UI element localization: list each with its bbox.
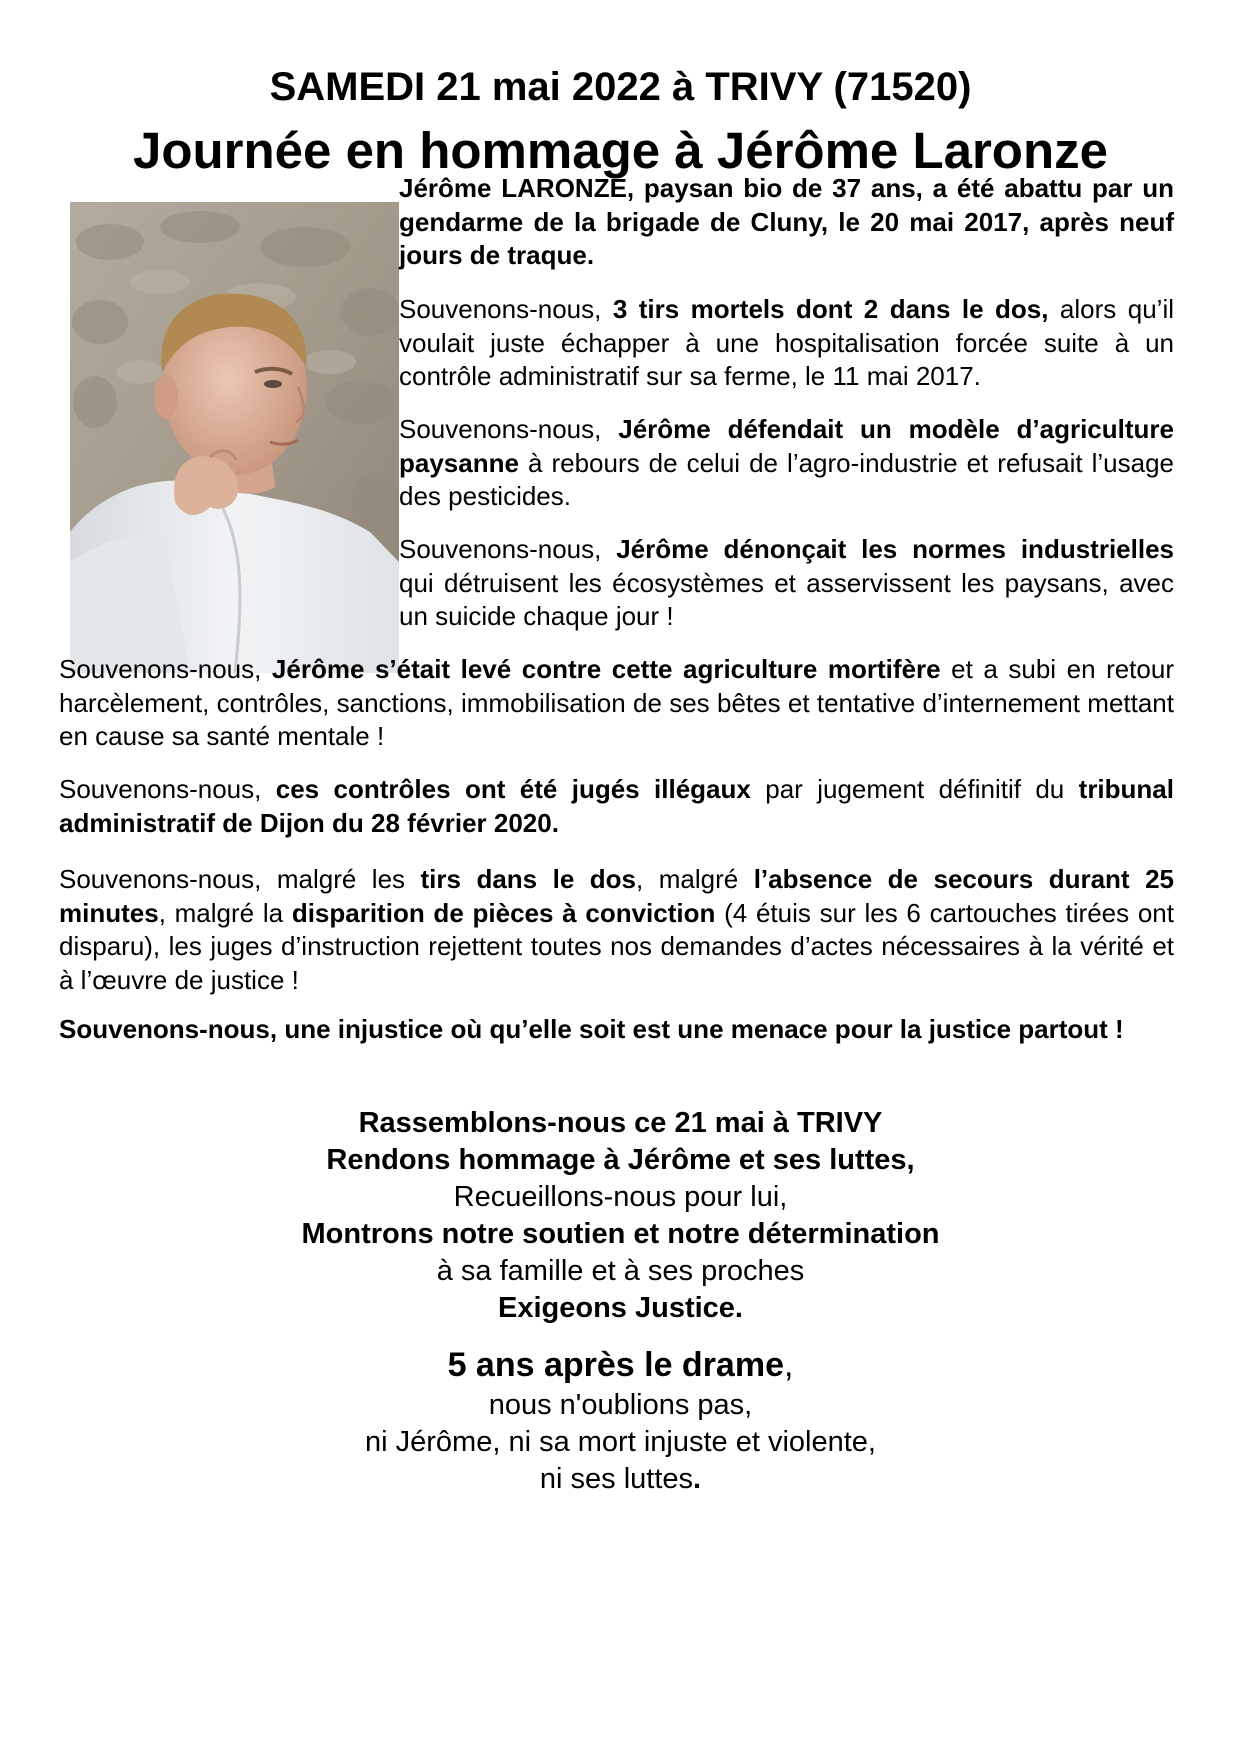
intro-paragraph [399, 172, 1174, 273]
emphasis-text: 5 ans après le drame [447, 1346, 784, 1384]
closing-line [0, 1461, 1241, 1498]
paragraph-justice [59, 863, 1174, 997]
closing-text: ni ses luttes [539, 1463, 694, 1495]
emphasis-text: tirs dans le dos [420, 864, 637, 894]
closing-line [0, 1343, 1241, 1387]
cta-line: Rassemblons-nous ce 21 mai à TRIVY [358, 1107, 883, 1139]
page-title: Journée en hommage à Jérôme Laronze [133, 122, 1108, 179]
cta-line: Montrons notre soutien et notre détermination [301, 1218, 940, 1250]
emphasis-text: Jérôme s’était levé contre cette agriculture mortifère [271, 654, 941, 684]
paragraph-mortifere [59, 653, 1174, 754]
closing-punct: . [693, 1463, 702, 1495]
body-text: par jugement définitif du [750, 774, 1079, 804]
emphasis-text: ces contrôles ont été jugés illégaux [275, 774, 751, 804]
portrait-photo [70, 202, 399, 673]
closing-line: nous n'oublions pas, [488, 1389, 753, 1421]
emphasis-text: 3 tirs mortels dont 2 dans le dos, [612, 294, 1049, 324]
lead-text: Souvenons-nous, [59, 654, 272, 684]
lead-text: Souvenons-nous, [59, 774, 276, 804]
emphasis-text: l’absence de secours durant 25 minutes [59, 864, 1174, 928]
emphasis-text: Jérôme défendait un modèle d’agriculture paysanne [399, 414, 1174, 478]
body-text: , malgré [636, 864, 754, 894]
lead-text: Souvenons-nous, [399, 534, 617, 564]
paragraph-controles [59, 773, 1174, 840]
cta-line: Recueillons-nous pour lui, [453, 1181, 788, 1213]
portrait-photo-icon [70, 202, 399, 673]
body-text: qui détruisent les écosystèmes et asservissent les paysans, avec un suicide chaque jour ! [399, 567, 1174, 631]
paragraph-agriculture [399, 413, 1174, 514]
cta-line: Rendons hommage à Jérôme et ses luttes, [326, 1144, 915, 1176]
closing-block [0, 1343, 1241, 1498]
event-date-line: SAMEDI 21 mai 2022 à TRIVY (71520) [269, 65, 972, 109]
body-text: , malgré la [158, 897, 292, 928]
emphasis-text: Souvenons-nous, une injustice où qu’elle soit est une menace pour la justice partout ! [59, 1014, 1124, 1044]
paragraph-normes [399, 533, 1174, 634]
paragraph-injustice [59, 1013, 1174, 1047]
lead-text: Souvenons-nous, [399, 294, 613, 324]
cta-line: Exigeons Justice. [498, 1292, 743, 1324]
paragraph-tirs [399, 293, 1174, 394]
body-text: alors qu’il voulait juste échapper à une hospitalisation forcée suite à un contrôle administratif sur sa ferme, le 11 mai 2017. [399, 294, 1174, 391]
emphasis-text: disparition de pièces à conviction [291, 897, 716, 928]
cta-line: à sa famille et à ses proches [436, 1255, 805, 1287]
body-text: et a subi en retour harcèlement, contrôles, sanctions, immobilisation de ses bêtes et tentative d’internement mettant en cause sa santé mentale ! [59, 654, 1174, 751]
body-text: Souvenons-nous, malgré les [59, 864, 421, 894]
body-text: à rebours de celui de l’agro-industrie et refusait l’usage des pesticides. [399, 447, 1174, 511]
intro-text: Jérôme LARONZE, paysan bio de 37 ans, a été abattu par un gendarme de la brigade de Cluny, le 20 mai 2017, après neuf jours de traque. [399, 173, 1174, 270]
emphasis-text: Jérôme dénonçait les normes industrielles [616, 534, 1174, 564]
body-text: (4 étuis sur les 6 cartouches tirées ont disparu), les juges d’instruction rejettent toutes nos demandes d’actes nécessaires à la vérité et à l’œuvre de justice ! [59, 897, 1174, 995]
closing-line: ni Jérôme, ni sa mort injuste et violente, [365, 1426, 876, 1458]
call-to-action [0, 1105, 1241, 1327]
lead-text: Souvenons-nous, [399, 414, 619, 444]
emphasis-text: tribunal administratif de Dijon du 28 février 2020. [59, 774, 1174, 838]
closing-punct: , [783, 1346, 794, 1384]
